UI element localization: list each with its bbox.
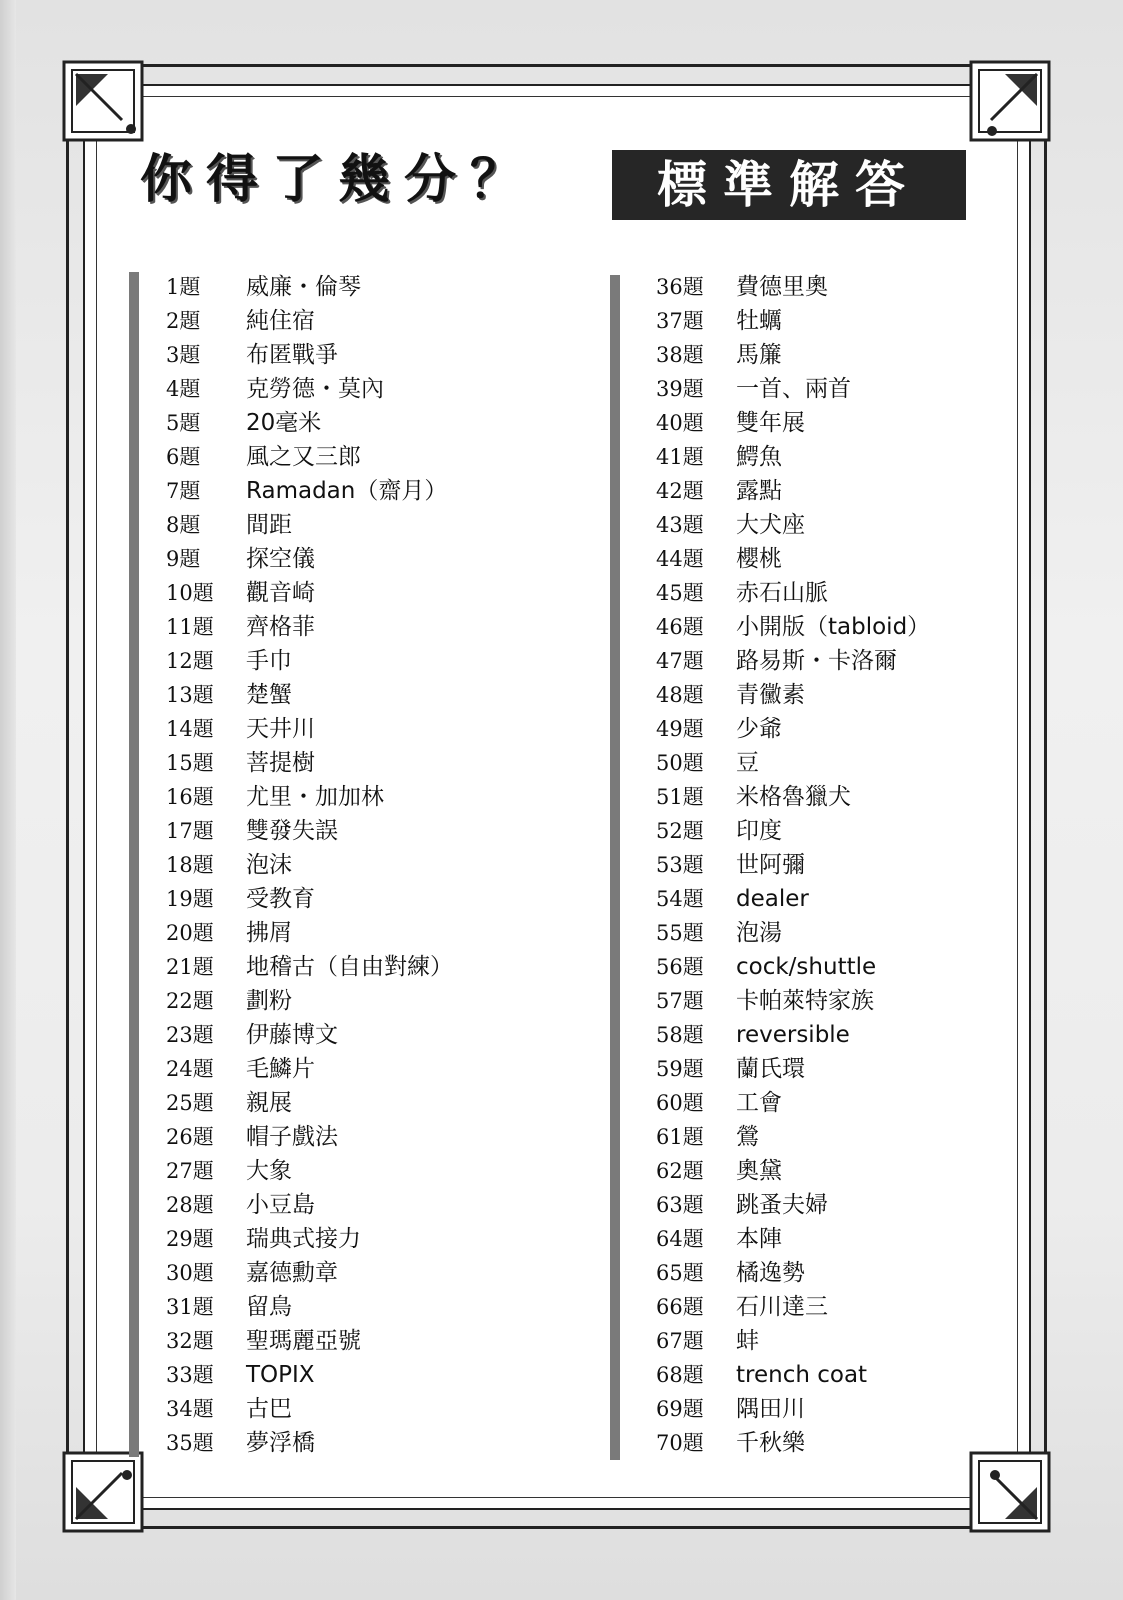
dot-ornament bbox=[126, 124, 136, 134]
question-number: 13題 bbox=[166, 683, 214, 707]
answer-text: 青黴素 bbox=[736, 682, 805, 708]
question-number: 58題 bbox=[656, 1023, 704, 1047]
answer-text: 牡蠣 bbox=[736, 308, 782, 334]
answer-key-label: 標準解答 bbox=[612, 150, 966, 220]
answer-text: 橘逸勢 bbox=[736, 1260, 805, 1286]
answer-text: 小開版（tabloid） bbox=[736, 614, 931, 640]
answer-row bbox=[166, 474, 453, 508]
answer-text: 留鳥 bbox=[246, 1294, 292, 1320]
question-number: 49題 bbox=[656, 717, 704, 741]
answer-row bbox=[656, 950, 930, 984]
answer-row bbox=[166, 1188, 453, 1222]
answer-row bbox=[656, 1392, 930, 1426]
answer-text: 天井川 bbox=[246, 716, 315, 742]
question-number: 7題 bbox=[166, 479, 201, 503]
answer-text: 路易斯・卡洛爾 bbox=[736, 648, 897, 674]
answer-row bbox=[166, 610, 453, 644]
answer-text: reversible bbox=[736, 1022, 850, 1048]
answer-text: 小豆島 bbox=[246, 1192, 315, 1218]
answer-row bbox=[166, 1358, 453, 1392]
answer-text: 鶯 bbox=[736, 1124, 759, 1150]
answer-row bbox=[656, 712, 930, 746]
question-number: 27題 bbox=[166, 1159, 214, 1183]
answer-row bbox=[166, 712, 453, 746]
question-number: 19題 bbox=[166, 887, 214, 911]
answer-text: 20毫米 bbox=[246, 410, 322, 436]
question-number: 26題 bbox=[166, 1125, 214, 1149]
answer-text: 克勞德・莫內 bbox=[246, 376, 384, 402]
answer-row bbox=[166, 882, 453, 916]
answer-text: 劃粉 bbox=[246, 988, 292, 1014]
answer-row bbox=[166, 542, 453, 576]
question-number: 18題 bbox=[166, 853, 214, 877]
answer-text: 工會 bbox=[736, 1090, 782, 1116]
question-number: 31題 bbox=[166, 1295, 214, 1319]
column-bar-right bbox=[610, 275, 620, 1460]
question-number: 34題 bbox=[166, 1397, 214, 1421]
question-number: 44題 bbox=[656, 547, 704, 571]
answer-row bbox=[166, 406, 453, 440]
question-number: 15題 bbox=[166, 751, 214, 775]
answer-row bbox=[656, 814, 930, 848]
question-number: 60題 bbox=[656, 1091, 704, 1115]
question-number: 48題 bbox=[656, 683, 704, 707]
answer-row bbox=[166, 1154, 453, 1188]
question-number: 59題 bbox=[656, 1057, 704, 1081]
question-number: 53題 bbox=[656, 853, 704, 877]
answer-row bbox=[166, 1052, 453, 1086]
answer-text: 菩提樹 bbox=[246, 750, 315, 776]
question-number: 55題 bbox=[656, 921, 704, 945]
answer-row bbox=[656, 270, 930, 304]
answer-row bbox=[656, 406, 930, 440]
answer-text: 純住宿 bbox=[246, 308, 315, 334]
question-number: 17題 bbox=[166, 819, 214, 843]
question-number: 70題 bbox=[656, 1431, 704, 1455]
answer-text: 齊格菲 bbox=[246, 614, 315, 640]
answer-text: 拂屑 bbox=[246, 920, 292, 946]
answer-row bbox=[656, 1426, 930, 1460]
answer-row bbox=[166, 440, 453, 474]
question-number: 46題 bbox=[656, 615, 704, 639]
answer-row bbox=[166, 270, 453, 304]
question-number: 57題 bbox=[656, 989, 704, 1013]
question-number: 1題 bbox=[166, 275, 201, 299]
answer-list-right bbox=[656, 270, 930, 1460]
answer-row bbox=[166, 338, 453, 372]
question-number: 62題 bbox=[656, 1159, 704, 1183]
answer-row bbox=[166, 950, 453, 984]
answer-row bbox=[656, 338, 930, 372]
question-number: 33題 bbox=[166, 1363, 214, 1387]
question-number: 66題 bbox=[656, 1295, 704, 1319]
question-number: 37題 bbox=[656, 309, 704, 333]
answer-text: 威廉・倫琴 bbox=[246, 274, 361, 300]
answer-text: 地稽古（自由對練） bbox=[246, 954, 453, 980]
question-number: 23題 bbox=[166, 1023, 214, 1047]
answer-row bbox=[656, 372, 930, 406]
answer-row bbox=[166, 1018, 453, 1052]
answer-text: 世阿彌 bbox=[736, 852, 805, 878]
answer-text: 泡沫 bbox=[246, 852, 292, 878]
answer-row bbox=[166, 576, 453, 610]
question-number: 20題 bbox=[166, 921, 214, 945]
question-number: 36題 bbox=[656, 275, 704, 299]
answer-row bbox=[656, 678, 930, 712]
answer-text: 夢浮橋 bbox=[246, 1430, 315, 1456]
answer-row bbox=[166, 916, 453, 950]
answer-row bbox=[656, 1018, 930, 1052]
question-number: 64題 bbox=[656, 1227, 704, 1251]
dot-ornament bbox=[990, 1470, 1000, 1480]
corner-ornament-bottom-right bbox=[969, 1451, 1051, 1533]
answer-row bbox=[166, 1256, 453, 1290]
question-number: 52題 bbox=[656, 819, 704, 843]
question-number: 45題 bbox=[656, 581, 704, 605]
answer-row bbox=[656, 746, 930, 780]
question-number: 54題 bbox=[656, 887, 704, 911]
answer-row bbox=[656, 1154, 930, 1188]
answer-text: trench coat bbox=[736, 1362, 868, 1388]
answer-text: 泡湯 bbox=[736, 920, 782, 946]
question-number: 38題 bbox=[656, 343, 704, 367]
answer-row bbox=[656, 1052, 930, 1086]
answer-row bbox=[166, 1120, 453, 1154]
answer-text: 奧黛 bbox=[736, 1158, 782, 1184]
answer-row bbox=[656, 882, 930, 916]
answer-text: 少爺 bbox=[736, 716, 782, 742]
question-number: 43題 bbox=[656, 513, 704, 537]
answer-text: 印度 bbox=[736, 818, 782, 844]
answer-text: 隅田川 bbox=[736, 1396, 805, 1422]
answer-text: 伊藤博文 bbox=[246, 1022, 338, 1048]
answer-text: TOPIX bbox=[246, 1362, 315, 1388]
answer-text: 露點 bbox=[736, 478, 782, 504]
answer-row bbox=[656, 508, 930, 542]
question-number: 14題 bbox=[166, 717, 214, 741]
question-number: 42題 bbox=[656, 479, 704, 503]
answer-text: 赤石山脈 bbox=[736, 580, 828, 606]
answer-row bbox=[166, 780, 453, 814]
answer-row bbox=[656, 1290, 930, 1324]
question-number: 16題 bbox=[166, 785, 214, 809]
answer-row bbox=[166, 644, 453, 678]
question-number: 56題 bbox=[656, 955, 704, 979]
answer-row bbox=[656, 304, 930, 338]
answer-text: 嘉德勳章 bbox=[246, 1260, 338, 1286]
question-number: 29題 bbox=[166, 1227, 214, 1251]
question-number: 9題 bbox=[166, 547, 201, 571]
question-number: 11題 bbox=[166, 615, 214, 639]
question-number: 63題 bbox=[656, 1193, 704, 1217]
answer-text: 石川達三 bbox=[736, 1294, 828, 1320]
answer-text: 古巴 bbox=[246, 1396, 292, 1422]
answer-text: 米格魯獵犬 bbox=[736, 784, 851, 810]
answer-text: 蚌 bbox=[736, 1328, 759, 1354]
answer-row bbox=[166, 1392, 453, 1426]
answer-row bbox=[656, 474, 930, 508]
answer-text: 布匿戰爭 bbox=[246, 342, 338, 368]
answer-row bbox=[656, 1256, 930, 1290]
answer-text: 親展 bbox=[246, 1090, 292, 1116]
answer-row bbox=[166, 1086, 453, 1120]
answer-row bbox=[656, 1086, 930, 1120]
answer-text: 雙發失誤 bbox=[246, 818, 338, 844]
answer-row bbox=[166, 1324, 453, 1358]
answer-text: 帽子戲法 bbox=[246, 1124, 338, 1150]
question-number: 40題 bbox=[656, 411, 704, 435]
answer-text: 馬簾 bbox=[736, 342, 782, 368]
answer-row bbox=[656, 780, 930, 814]
answer-text: dealer bbox=[736, 886, 809, 912]
answer-text: 間距 bbox=[246, 512, 292, 538]
question-number: 32題 bbox=[166, 1329, 214, 1353]
question-number: 10題 bbox=[166, 581, 214, 605]
answer-text: 受教育 bbox=[246, 886, 315, 912]
question-number: 61題 bbox=[656, 1125, 704, 1149]
question-number: 30題 bbox=[166, 1261, 214, 1285]
answer-row bbox=[166, 678, 453, 712]
answer-text: cock/shuttle bbox=[736, 954, 877, 980]
answer-row bbox=[656, 1358, 930, 1392]
answer-row bbox=[656, 644, 930, 678]
question-number: 35題 bbox=[166, 1431, 214, 1455]
corner-ornament-top-right bbox=[969, 60, 1051, 142]
answer-text: 瑞典式接力 bbox=[246, 1226, 361, 1252]
answer-row bbox=[656, 1188, 930, 1222]
question-number: 51題 bbox=[656, 785, 704, 809]
answer-row bbox=[656, 1324, 930, 1358]
question-number: 5題 bbox=[166, 411, 201, 435]
question-number: 12題 bbox=[166, 649, 214, 673]
answer-text: 尤里・加加林 bbox=[246, 784, 384, 810]
answer-row bbox=[656, 848, 930, 882]
answer-row bbox=[656, 576, 930, 610]
answer-text: 鰐魚 bbox=[736, 444, 782, 470]
dot-ornament bbox=[122, 1470, 132, 1480]
question-number: 22題 bbox=[166, 989, 214, 1013]
answer-text: 跳蚤夫婦 bbox=[736, 1192, 828, 1218]
page-title: 你得了幾分？ bbox=[140, 150, 537, 210]
answer-row bbox=[166, 1222, 453, 1256]
answer-text: 毛鱗片 bbox=[246, 1056, 315, 1082]
answer-text: 一首、兩首 bbox=[736, 376, 851, 402]
answer-text: 卡帕萊特家族 bbox=[736, 988, 874, 1014]
answer-text: 蘭氏環 bbox=[736, 1056, 805, 1082]
question-number: 6題 bbox=[166, 445, 201, 469]
question-number: 47題 bbox=[656, 649, 704, 673]
question-number: 3題 bbox=[166, 343, 201, 367]
answer-text: 楚蟹 bbox=[246, 682, 292, 708]
answer-row bbox=[166, 304, 453, 338]
question-number: 2題 bbox=[166, 309, 201, 333]
answer-text: 探空儀 bbox=[246, 546, 315, 572]
answer-row bbox=[656, 542, 930, 576]
answer-row bbox=[166, 1290, 453, 1324]
answer-text: 大象 bbox=[246, 1158, 292, 1184]
column-bar-left bbox=[129, 272, 139, 1457]
answer-text: 雙年展 bbox=[736, 410, 805, 436]
answer-row bbox=[166, 848, 453, 882]
answer-text: 櫻桃 bbox=[736, 546, 782, 572]
question-number: 69題 bbox=[656, 1397, 704, 1421]
question-number: 21題 bbox=[166, 955, 214, 979]
answer-row bbox=[166, 508, 453, 542]
answer-row bbox=[656, 440, 930, 474]
binding-shadow bbox=[0, 0, 16, 1600]
answer-text: 風之又三郎 bbox=[246, 444, 361, 470]
question-number: 65題 bbox=[656, 1261, 704, 1285]
answer-text: Ramadan（齋月） bbox=[246, 478, 448, 504]
answer-text: 聖瑪麗亞號 bbox=[246, 1328, 361, 1354]
answer-row bbox=[166, 1426, 453, 1460]
question-number: 50題 bbox=[656, 751, 704, 775]
answer-text: 大犬座 bbox=[736, 512, 805, 538]
answer-row bbox=[166, 814, 453, 848]
question-number: 67題 bbox=[656, 1329, 704, 1353]
question-number: 39題 bbox=[656, 377, 704, 401]
answer-row bbox=[166, 746, 453, 780]
question-number: 68題 bbox=[656, 1363, 704, 1387]
answer-row bbox=[166, 984, 453, 1018]
answer-text: 千秋樂 bbox=[736, 1430, 805, 1456]
question-number: 28題 bbox=[166, 1193, 214, 1217]
answer-list-left bbox=[166, 270, 453, 1460]
corner-ornament-bottom-left bbox=[62, 1451, 144, 1533]
question-number: 4題 bbox=[166, 377, 201, 401]
question-number: 8題 bbox=[166, 513, 201, 537]
answer-text: 觀音崎 bbox=[246, 580, 315, 606]
answer-row bbox=[656, 1120, 930, 1154]
answer-text: 豆 bbox=[736, 750, 759, 776]
answer-text: 本陣 bbox=[736, 1226, 782, 1252]
question-number: 24題 bbox=[166, 1057, 214, 1081]
answer-text: 手巾 bbox=[246, 648, 292, 674]
answer-row bbox=[656, 610, 930, 644]
answer-row bbox=[166, 372, 453, 406]
answer-row bbox=[656, 916, 930, 950]
question-number: 25題 bbox=[166, 1091, 214, 1115]
answer-row bbox=[656, 984, 930, 1018]
question-number: 41題 bbox=[656, 445, 704, 469]
answer-text: 費德里奧 bbox=[736, 274, 828, 300]
answer-row bbox=[656, 1222, 930, 1256]
dot-ornament bbox=[987, 126, 997, 136]
